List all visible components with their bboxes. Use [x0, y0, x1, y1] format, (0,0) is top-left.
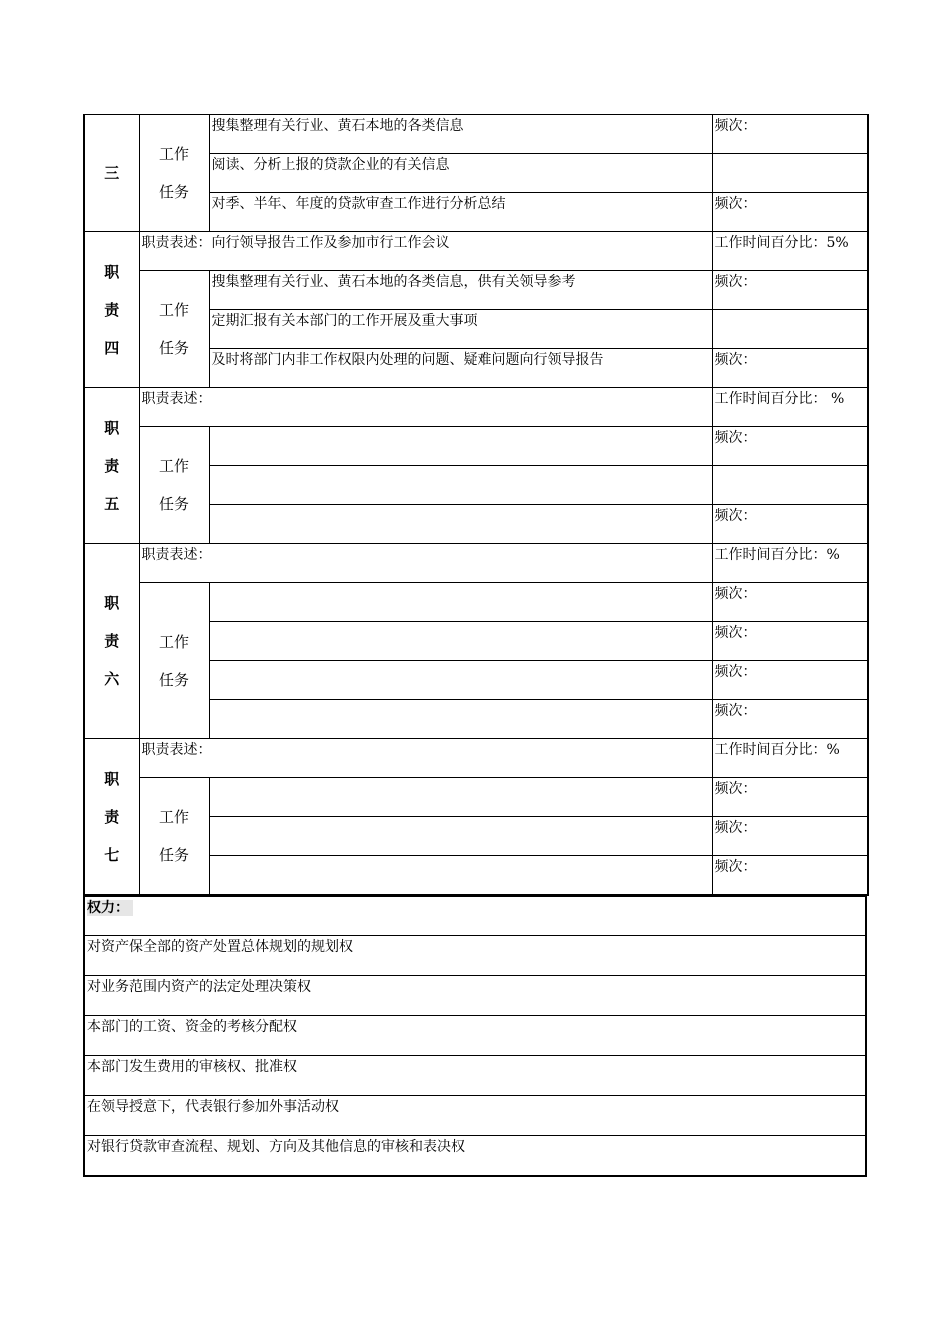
task-frequency: 频次：: [712, 661, 868, 700]
task-frequency: 频次：: [712, 193, 868, 232]
task-frequency: 频次：: [712, 622, 868, 661]
task-text: 搜集整理有关行业、黄石本地的各类信息，供有关领导参考: [209, 271, 712, 310]
duty-5-tasks-label: 工作 任务: [139, 427, 209, 544]
duty-6-desc-row: [84, 544, 868, 583]
duty-description: 职责表述：: [139, 544, 712, 583]
task-text: [209, 856, 712, 896]
task-frequency: 频次：: [712, 700, 868, 739]
task-text: [209, 778, 712, 817]
duty-sheet: [83, 114, 867, 1177]
duty-7-tasks-label: 工作 任务: [139, 778, 209, 896]
duty-4-desc-row: [84, 232, 868, 271]
power-item-text: 对资产保全部的资产处置总体规划的规划权: [84, 936, 866, 976]
task-text: 定期汇报有关本部门的工作开展及重大事项: [209, 310, 712, 349]
duty-6-task-row: [84, 583, 868, 622]
task-frequency: 频次：: [712, 505, 868, 544]
duty-4-task-row: [84, 271, 868, 310]
duty-7-label: 职 责 七: [84, 739, 139, 896]
duty-7-desc-row: [84, 739, 868, 778]
power-item-text: 本部门发生费用的审核权、批准权: [84, 1056, 866, 1096]
duty-5-task-row: [84, 427, 868, 466]
duty-description: 职责表述：向行领导报告工作及参加市行工作会议: [139, 232, 712, 271]
powers-heading: 权力：: [84, 897, 866, 936]
power-item: [84, 936, 866, 976]
duty-description: 职责表述：: [139, 739, 712, 778]
task-frequency: 频次：: [712, 115, 868, 154]
duties-table: [83, 114, 869, 896]
task-frequency: [712, 310, 868, 349]
task-text: [209, 466, 712, 505]
duty-3-task-row: [84, 115, 868, 154]
duty-6-tasks-label: 工作 任务: [139, 583, 209, 739]
duty-4-tasks-label: 工作 任务: [139, 271, 209, 388]
task-frequency: [712, 466, 868, 505]
power-item-text: 对银行贷款审查流程、规划、方向及其他信息的审核和表决权: [84, 1136, 866, 1177]
task-frequency: 频次：: [712, 271, 868, 310]
task-frequency: 频次：: [712, 817, 868, 856]
task-text: 及时将部门内非工作权限内处理的问题、疑难问题向行领导报告: [209, 349, 712, 388]
task-text: [209, 622, 712, 661]
time-percentage: 工作时间百分比：%: [712, 544, 868, 583]
power-item-text: 在领导授意下，代表银行参加外事活动权: [84, 1096, 866, 1136]
task-frequency: 频次：: [712, 856, 868, 896]
power-item: [84, 1016, 866, 1056]
task-text: [209, 427, 712, 466]
task-text: [209, 700, 712, 739]
powers-table: [83, 896, 867, 1177]
power-item: [84, 1056, 866, 1096]
powers-heading-row: [84, 897, 866, 936]
task-text: [209, 505, 712, 544]
duty-4-label: 职 责 四: [84, 232, 139, 388]
task-frequency: 频次：: [712, 427, 868, 466]
task-frequency: 频次：: [712, 583, 868, 622]
task-text: 阅读、分析上报的贷款企业的有关信息: [209, 154, 712, 193]
duty-3-tasks-label: 工作 任务: [139, 115, 209, 232]
duty-5-label: 职 责 五: [84, 388, 139, 544]
power-item-text: 本部门的工资、资金的考核分配权: [84, 1016, 866, 1056]
power-item: [84, 1096, 866, 1136]
duty-3-label: 三: [84, 115, 139, 232]
time-percentage: 工作时间百分比：5%: [712, 232, 868, 271]
duty-7-task-row: [84, 778, 868, 817]
task-frequency: [712, 154, 868, 193]
power-item: [84, 976, 866, 1016]
duty-6-label: 职 责 六: [84, 544, 139, 739]
task-frequency: 频次：: [712, 349, 868, 388]
task-frequency: 频次：: [712, 778, 868, 817]
task-text: 搜集整理有关行业、黄石本地的各类信息: [209, 115, 712, 154]
task-text: [209, 817, 712, 856]
task-text: [209, 583, 712, 622]
time-percentage: 工作时间百分比：%: [712, 739, 868, 778]
power-item-text: 对业务范围内资产的法定处理决策权: [84, 976, 866, 1016]
duty-description: 职责表述：: [139, 388, 712, 427]
time-percentage: 工作时间百分比： %: [712, 388, 868, 427]
task-text: [209, 661, 712, 700]
duty-5-desc-row: [84, 388, 868, 427]
task-text: 对季、半年、年度的贷款审查工作进行分析总结: [209, 193, 712, 232]
power-item: [84, 1136, 866, 1177]
